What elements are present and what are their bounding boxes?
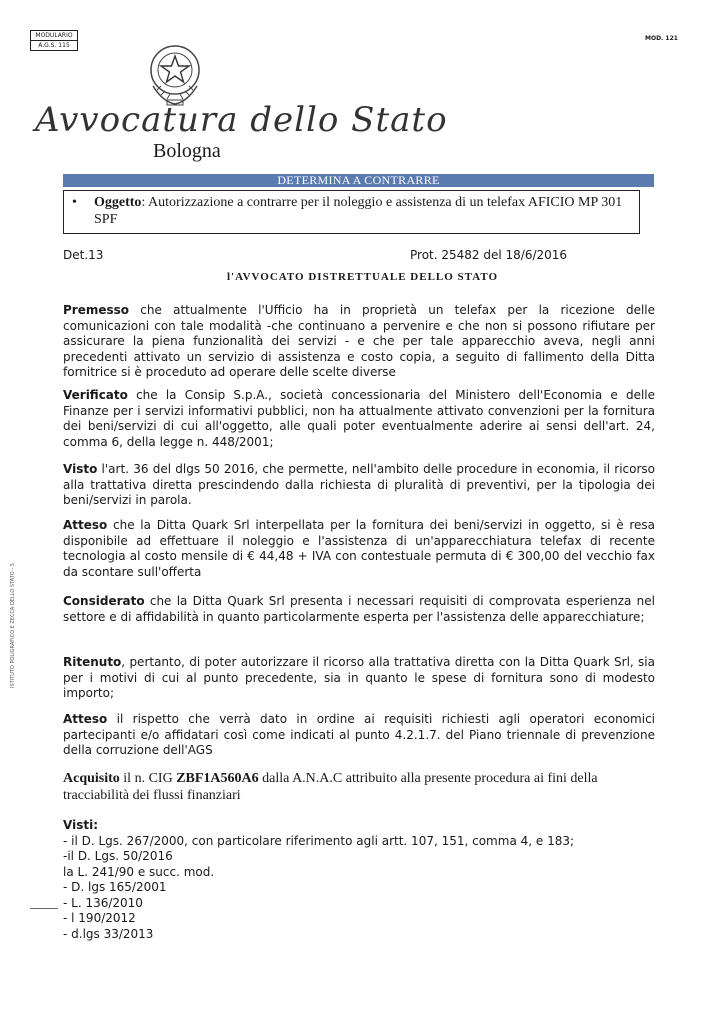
- paragraph-body: l'art. 36 del dlgs 50 2016, che permette, nell'ambito delle procedure in economia, il ricorso alla trattativa diretta prescindendo dalla richiesta di pluralità di preventivi, per la tipologia dei beni/servizi in parola.: [63, 462, 655, 507]
- mod-ref: MOD. 121: [645, 35, 678, 42]
- paragraph-lead: Visto: [63, 462, 98, 476]
- paragraph-body: che la Consip S.p.A., società concessionaria del Ministero dell'Economia e delle Finanze per i servizi informativi pubblici, non ha attualmente attivato convenzioni per la fornitura dei beni/servizi di cui all'oggetto, alle quali poter eventualmente aderire ai sensi dell'art. 24, comma 6, della legge n. 448/2001;: [63, 388, 655, 449]
- list-item: - L. 136/2010: [63, 895, 143, 910]
- subject-body: : Autorizzazione a contrarre per il noleggio e assistenza di un telefax AFICIO MP 301 SPF: [94, 195, 623, 227]
- list-item: - d.lgs 33/2013: [63, 926, 154, 941]
- modulario-box: [30, 30, 78, 51]
- printer-side-note: ISTITUTO POLIGRAFICO E ZECCA DELLO STATO - S: [10, 563, 16, 688]
- paragraph-atteso-ditta: [63, 518, 655, 580]
- paragraph-body: che attualmente l'Ufficio ha in proprietà un telefax per la ricezione delle comunicazioni con tale modalità -che continuano a pervenire e che non si possono rifiutare per assicurare la piena funzionalità dei servizi - e che per tale apparecchio aveva, negli anni precedenti attivato un servizio di assistenza e costo copia, a seguito di fallimento della Ditta fornitrice si è proceduto ad operare delle scelte diverse: [63, 303, 655, 379]
- section-heading: l'AVVOCATO DISTRETTUALE DELLO STATO: [226, 271, 499, 283]
- visti-section: [63, 818, 574, 942]
- paragraph-verificato: [63, 388, 655, 450]
- subject-text: [94, 194, 634, 228]
- cig-code: ZBF1A560A6: [176, 771, 259, 786]
- modulario-label: MODULARIO: [35, 32, 73, 39]
- subject-label: Oggetto: [94, 195, 142, 210]
- list-item: la L. 241/90 e succ. mod.: [63, 864, 215, 879]
- list-item: -il D. Lgs. 50/2016: [63, 849, 173, 863]
- paragraph-ritenuto: [63, 655, 655, 702]
- paragraph-lead: Premesso: [63, 303, 130, 317]
- subject-box: [63, 190, 640, 234]
- republic-emblem-icon: [145, 40, 205, 108]
- paragraph-lead: Verificato: [63, 388, 128, 402]
- modulario-code: A.G.S. 115: [31, 40, 77, 50]
- subject-bullet: •: [72, 195, 77, 210]
- list-item: - il D. Lgs. 267/2000, con particolare riferimento agli artt. 107, 151, comma 4, e 183;: [63, 833, 575, 848]
- paragraph-acquisito: [63, 770, 655, 804]
- list-item: - D. lgs 165/2001: [63, 880, 167, 894]
- list-item: - l 190/2012: [63, 911, 136, 925]
- office-name: Avvocatura dello Stato: [35, 100, 448, 140]
- document-type-banner: DETERMINA A CONTRARRE: [63, 174, 654, 187]
- paragraph-lead: Atteso: [63, 712, 108, 726]
- determination-number: Det.13: [63, 248, 104, 262]
- visti-colon: :: [93, 818, 98, 832]
- paragraph-considerato: [63, 594, 655, 625]
- acquisito-post: dalla A.N.A.C attribuito alla presente procedura ai fini della tracciabilità dei flussi finanziari: [63, 771, 598, 803]
- paragraph-body: che la Ditta Quark Srl interpellata per la fornitura dei beni/servizi in oggetto, si è resa disponibile ad effettuare il noleggio e l'assistenza di un'apparecchiatura telefax di recente tecnologia al costo mensile di € 44,48 + IVA con contestuale permuta di € 300,00 del vecchio fax da scontare sull'offerta: [63, 518, 655, 579]
- paragraph-body: che la Ditta Quark Srl presenta i necessari requisiti di comprovata esperienza nel settore e di affidabilità in quanto particolarmente esperta per l'assistenza delle apparecchiature;: [63, 594, 655, 624]
- paragraph-lead: Acquisito: [63, 771, 120, 786]
- visti-label: Visti: [63, 818, 94, 832]
- paragraph-atteso-rispetto: [63, 712, 655, 759]
- paragraph-lead: Atteso: [63, 518, 108, 532]
- paragraph-visto: [63, 462, 655, 509]
- paragraph-body: , pertanto, di poter autorizzare il ricorso alla trattativa diretta con la Ditta Quark Srl, sia per i motivi di cui al punto precedente, sia in quanto le spese di fornitura sono di modesto importo;: [63, 655, 655, 700]
- acquisito-pre: il n. CIG: [119, 771, 177, 786]
- paragraph-lead: Considerato: [63, 594, 145, 608]
- paragraph-lead: Ritenuto: [63, 655, 122, 669]
- margin-mark: [30, 908, 58, 909]
- office-city: Bologna: [153, 140, 221, 162]
- paragraph-body: il rispetto che verrà dato in ordine ai requisiti richiesti agli operatori economici partecipanti e/o affidatari così come indicati al punto 4.2.1.7. del Piano triennale di prevenzione della corruzione dell'AGS: [63, 712, 655, 757]
- protocol-number: Prot. 25482 del 18/6/2016: [410, 248, 568, 262]
- paragraph-premesso: [63, 303, 655, 381]
